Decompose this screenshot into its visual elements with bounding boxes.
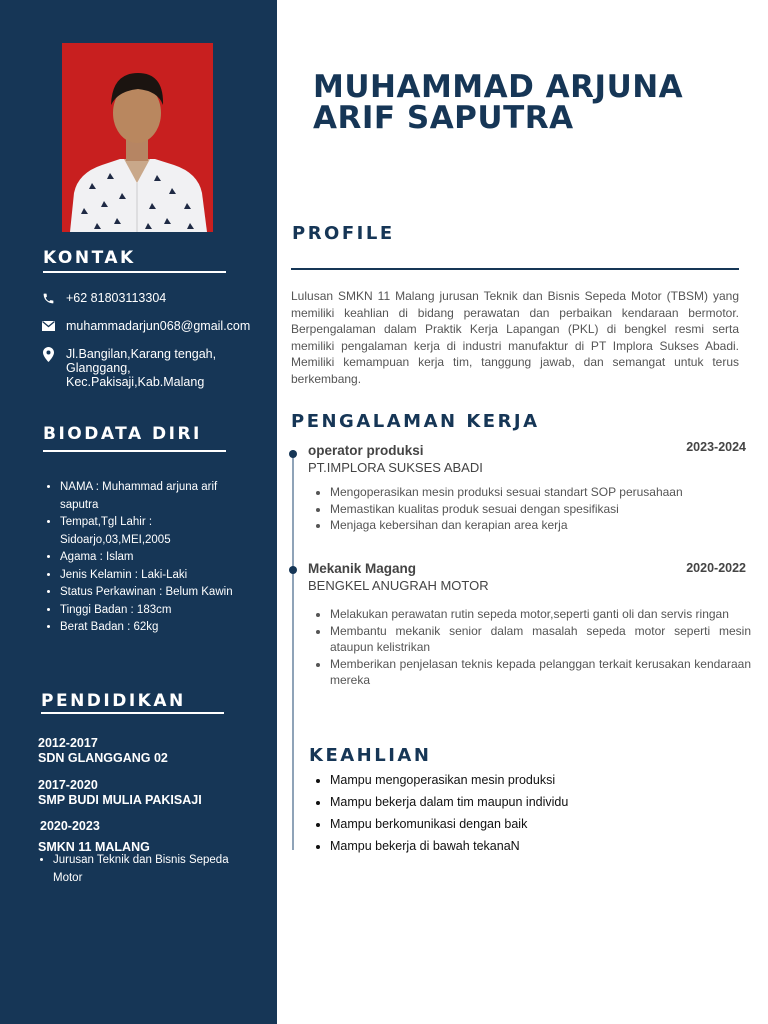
list-item: • Melakukan perawatan rutin sepeda motor,seperti ganti oli dan servis ringan: [330, 606, 751, 623]
email-address: muhammadarjun068@gmail.com: [66, 319, 251, 333]
list-item: • Agama : Islam: [60, 549, 250, 567]
profile-divider: [291, 268, 739, 270]
list-item: • Memastikan kualitas produk sesuai dengan spesifikasi: [330, 501, 751, 518]
contact-heading: KONTAK: [43, 248, 136, 268]
biodata-heading: BIODATA DIRI: [43, 424, 202, 444]
timeline-line: [292, 450, 294, 850]
job-company: BENGKEL ANUGRAH MOTOR: [308, 578, 489, 593]
full-name: [313, 69, 684, 136]
contact-email[interactable]: [40, 319, 265, 333]
location-pin-icon: [40, 347, 56, 361]
list-item: • Tempat,Tgl Lahir : Sidoarjo,03,MEI,2005: [60, 514, 250, 549]
profile-summary: Lulusan SMKN 11 Malang jurusan Teknik dan Bisnis Sepeda Motor (TBSM) yang memiliki keahlian di bidang perawatan dan perbaikan kendaraan bermotor. Berpengalaman dalam Praktik Kerja Lapangan (PKL) di bengkel resmi serta memiliki pengalaman kerja di industri manufaktur di PT Implora Sukses Abadi. Memiliki kemampuan kerja tim, tanggung jawab, dan semangat untuk terus berkembang.: [291, 289, 739, 386]
job-title: Mekanik Magang: [308, 561, 417, 576]
job-duties: [313, 484, 751, 534]
education-heading: PENDIDIKAN: [41, 691, 186, 711]
timeline-dot: [289, 450, 297, 458]
education-entry: [38, 736, 168, 766]
phone-icon: [40, 291, 56, 305]
list-item: • Tinggi Badan : 183cm: [60, 602, 250, 620]
job-company: PT.IMPLORA SUKSES ABADI: [308, 460, 483, 475]
profile-photo: [62, 43, 213, 232]
person-portrait-icon: [62, 43, 213, 232]
education-years: 2017-2020: [38, 778, 98, 792]
education-details: [36, 852, 253, 887]
job-years: 2020-2022: [686, 561, 746, 575]
list-item: • Mampu bekerja di bawah tekanaN: [330, 835, 750, 857]
education-school: SDN GLANGGANG 02: [38, 751, 168, 765]
contact-address: [40, 347, 265, 389]
phone-number: +62 81803113304: [66, 291, 167, 305]
biodata-list: [42, 479, 250, 637]
job-title: operator produksi: [308, 443, 424, 458]
list-item: • Mampu mengoperasikan mesin produksi: [330, 769, 750, 791]
list-item: • Memberikan penjelasan teknis kepada pelanggan terkait kerusakan kendaraan mereka: [330, 656, 751, 689]
education-entry: [38, 778, 202, 808]
contact-phone[interactable]: [40, 291, 265, 305]
list-item: • Jenis Kelamin : Laki-Laki: [60, 567, 250, 585]
education-school: SMP BUDI MULIA PAKISAJI: [38, 793, 202, 807]
education-years: 2020-2023: [40, 819, 100, 833]
list-item: • Berat Badan : 62kg: [60, 619, 250, 637]
address-lines: [66, 347, 216, 389]
list-item: • Membantu mekanik senior dalam masalah sepeda motor seperti mesin ataupun kelistrikan: [330, 623, 751, 656]
education-entry: [40, 819, 100, 839]
list-item: • Mampu berkomunikasi dengan baik: [330, 813, 750, 835]
experience-heading: PENGALAMAN KERJA: [291, 411, 540, 432]
name-line: MUHAMMAD ARJUNA: [313, 69, 684, 105]
name-line: ARIF SAPUTRA: [313, 100, 574, 136]
list-item: • Jurusan Teknik dan Bisnis Sepeda Motor: [53, 852, 253, 887]
list-item: • Status Perkawinan : Belum Kawin: [60, 584, 250, 602]
job-duties: [313, 606, 751, 689]
list-item: • Menjaga kebersihan dan kerapian area kerja: [330, 517, 751, 534]
profile-heading: PROFILE: [292, 223, 395, 244]
sidebar: [0, 0, 277, 1024]
biodata-divider: [43, 450, 226, 452]
education-years: 2012-2017: [38, 736, 98, 750]
address-line: Glanggang,: [66, 361, 131, 375]
list-item: • NAMA : Muhammad arjuna arif saputra: [60, 479, 250, 514]
skills-list: [313, 769, 750, 857]
mail-icon: [40, 319, 56, 333]
list-item: • Mengoperasikan mesin produksi sesuai standart SOP perusahaan: [330, 484, 751, 501]
skills-heading: KEAHLIAN: [309, 745, 432, 766]
education-school: SMKN 11 MALANG: [38, 840, 150, 854]
list-item: • Mampu bekerja dalam tim maupun individu: [330, 791, 750, 813]
contact-divider: [43, 271, 226, 273]
education-divider: [41, 712, 224, 714]
address-line: Kec.Pakisaji,Kab.Malang: [66, 375, 205, 389]
job-years: 2023-2024: [686, 440, 746, 454]
address-line: Jl.Bangilan,Karang tengah,: [66, 347, 217, 361]
timeline-dot: [289, 566, 297, 574]
